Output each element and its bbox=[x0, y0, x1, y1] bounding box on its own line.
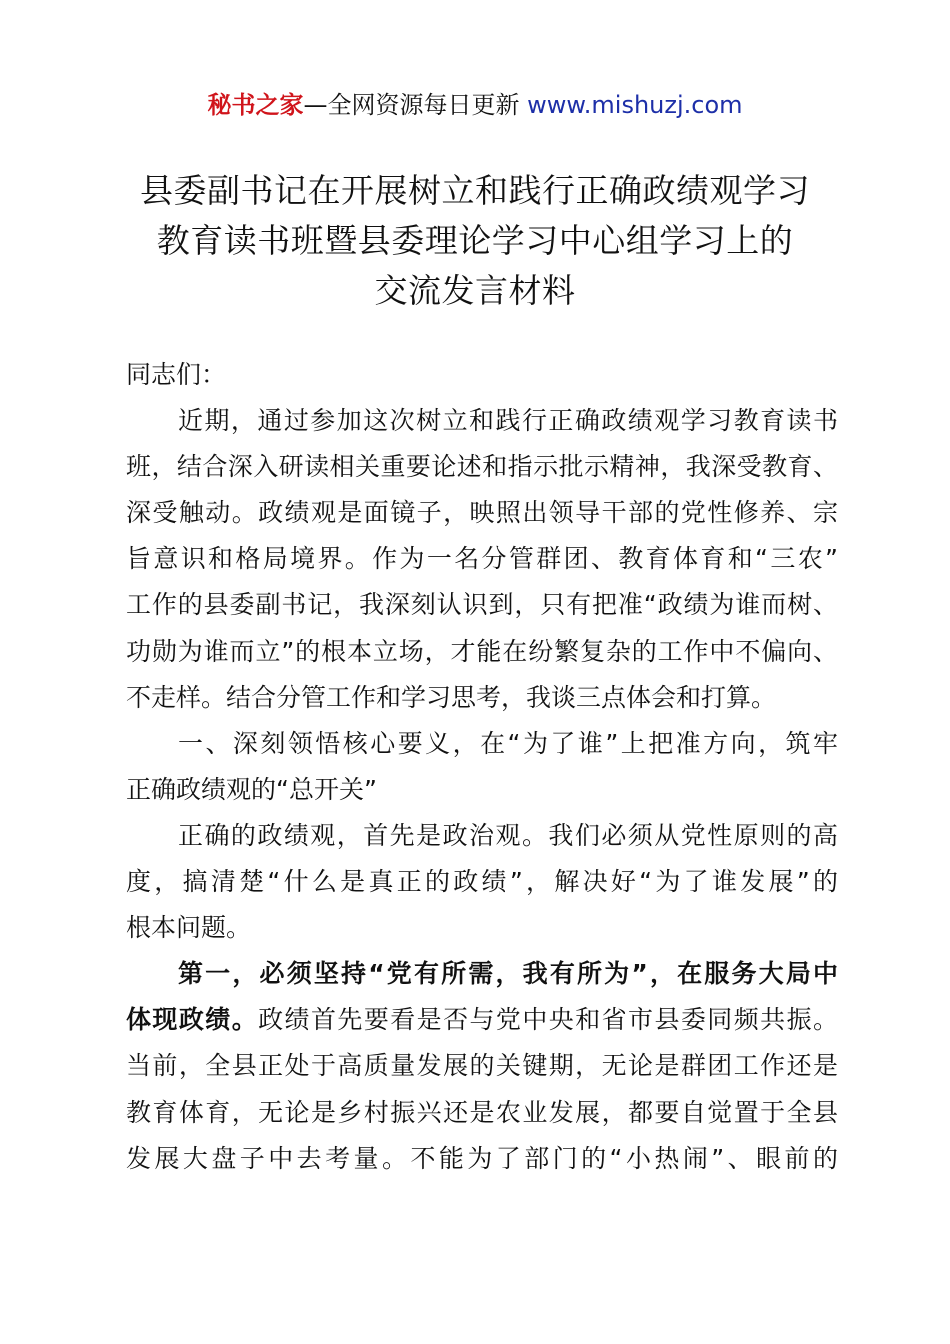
paragraph-line: 当前，全县正处于高质量发展的关键期，无论是群团工作还是 bbox=[126, 1051, 838, 1081]
brand-name: 秘书之家 bbox=[207, 91, 304, 119]
site-url-link[interactable]: www.mishuzj.com bbox=[527, 91, 743, 119]
paragraph-line: 根本问题。 bbox=[126, 913, 252, 943]
paragraph-line bbox=[126, 951, 838, 997]
paragraph-line: 功勋为谁而立”的根本立场，才能在纷繁复杂的工作中不偏向、 bbox=[126, 636, 838, 666]
bold-lead: 第一，必须坚持“党有所需，我有所为”，在服务大局中 bbox=[178, 959, 838, 989]
site-header bbox=[0, 88, 950, 122]
paragraph-line: 深受触动。政绩观是面镜子，映照出领导干部的党性修养、宗 bbox=[126, 498, 838, 528]
bold-lead: 体现政绩。 bbox=[126, 1005, 259, 1035]
paragraph-line: 旨意识和格局境界。作为一名分管群团、教育体育和“三农” bbox=[126, 544, 838, 574]
title-line: 交流发言材料 bbox=[374, 271, 576, 310]
paragraph-line: 班，结合深入研读相关重要论述和指示批示精神，我深受教育、 bbox=[126, 452, 838, 482]
salutation: 同志们： bbox=[126, 360, 227, 389]
paragraph-line: 发展大盘子中去考量。不能为了部门的“小热闹”、眼前的 bbox=[126, 1143, 838, 1173]
paragraph-line: 不走样。结合分管工作和学习思考，我谈三点体会和打算。 bbox=[126, 682, 777, 712]
paragraph-line bbox=[126, 997, 838, 1043]
paragraph-line: 工作的县委副书记，我深刻认识到，只有把准“政绩为谁而树、 bbox=[126, 590, 838, 620]
document-title bbox=[60, 166, 890, 316]
title-line: 教育读书班暨县委理论学习中心组学习上的 bbox=[156, 221, 794, 260]
paragraph-line: 正确的政绩观，首先是政治观。我们必须从党性原则的高 bbox=[178, 820, 838, 850]
section-heading: 正确政绩观的“总开关” bbox=[126, 774, 377, 804]
header-tagline: —全网资源每日更新 bbox=[303, 91, 528, 119]
section-heading: 一、深刻领悟核心要义，在“为了谁”上把准方向，筑牢 bbox=[178, 728, 838, 758]
document-body bbox=[126, 352, 838, 1182]
paragraph-line: 教育体育，无论是乡村振兴还是农业发展，都要自觉置于全县 bbox=[126, 1097, 838, 1127]
paragraph-line: 度，搞清楚“什么是真正的政绩”，解决好“为了谁发展”的 bbox=[126, 867, 838, 897]
paragraph-text: 政绩首先要看是否与党中央和省市县委同频共振。 bbox=[258, 1005, 838, 1035]
title-line: 县委副书记在开展树立和践行正确政绩观学习 bbox=[140, 171, 810, 210]
paragraph-line: 近期，通过参加这次树立和践行正确政绩观学习教育读书 bbox=[178, 406, 838, 436]
